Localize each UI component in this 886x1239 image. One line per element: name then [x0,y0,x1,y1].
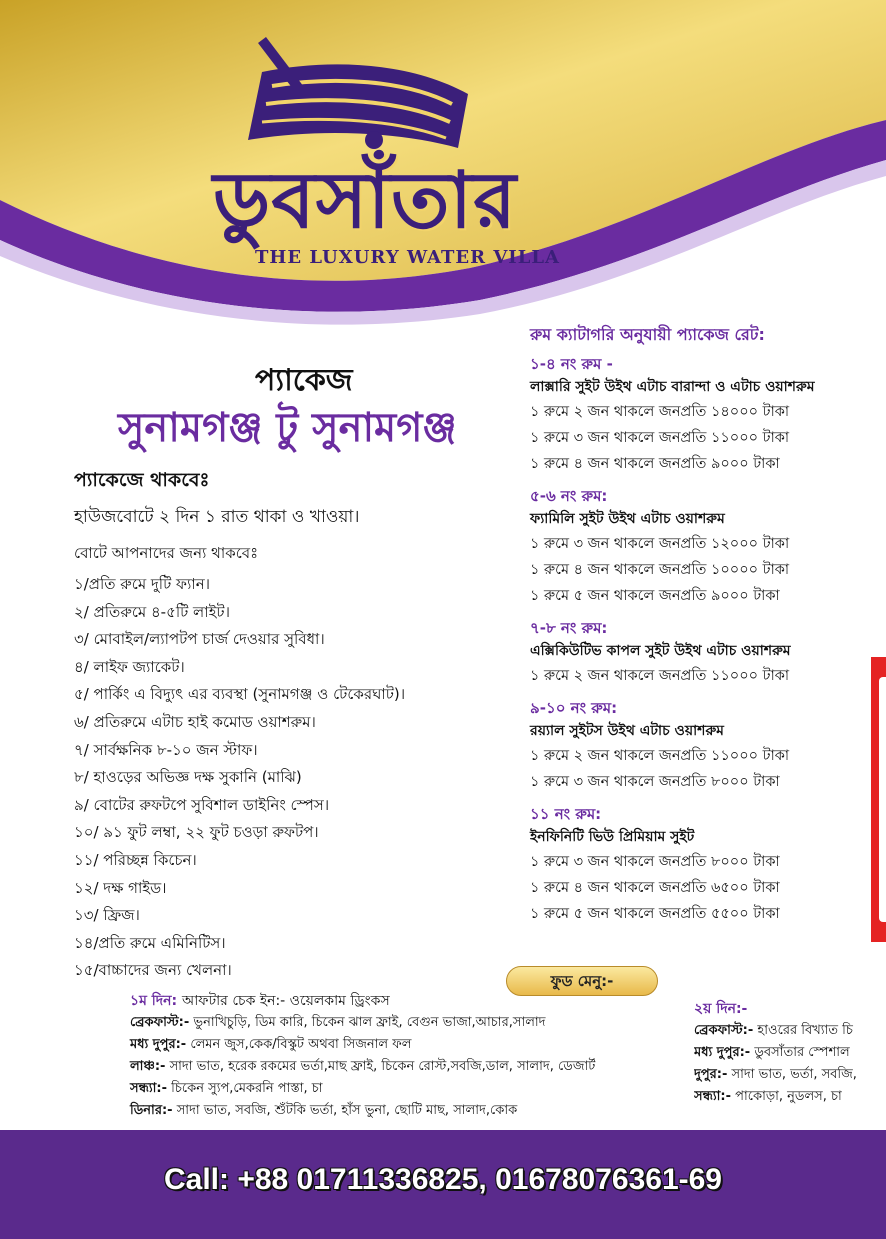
contact-phone: Call: +88 01711336825, 01678076361-69 [163,1163,722,1196]
room-category-desc: লাক্সারি সুইট উইথ এটাচ বারান্দা ও এটাচ ওয়াশরুম [530,379,815,395]
room-category-title: ৯-১০ নং রুম: [530,699,618,717]
room-category-desc: ফ্যামিলি সুইট উইথ এটাচ ওয়াশরুম [530,511,725,527]
list-item: ৮/ হাওড়ের অভিজ্ঞ দক্ষ সুকানি (মাঝি) [74,768,302,787]
meal-value: সাদা ভাত, সবজি, শুঁটকি ভর্তা, হাঁস ভুনা, ছোটি মাছ, সালাদ,কোক [176,1103,518,1118]
list-item: ৪/ লাইফ জ্যাকেট। [74,657,185,676]
rates-heading: রুম ক্যাটাগরি অনুযায়ী প্যাকেজ রেট: [530,325,765,344]
rates-section [530,322,886,935]
rate-line: ১ রুমে ৩ জন থাকলে জনপ্রতি ১১০০০ টাকা [530,430,790,446]
food-day2 [694,998,886,1108]
meal-value: হাওরের বিখ্যাত চি [757,1023,853,1038]
meal-label: ব্রেকফাস্ট:- [130,1015,190,1030]
meal-value: পাকোড়া, নুডলস, চা [735,1089,842,1104]
includes-section [74,466,514,985]
rate-line: ১ রুমে ৪ জন থাকলে জনপ্রতি ১০০০০ টাকা [530,562,790,578]
list-item: ৬/ প্রতিরুমে এটাচ হাই কমোড ওয়াশরুম। [74,712,316,731]
meal-label: লাঞ্চ:- [130,1059,166,1074]
meal-label: ব্রেকফাস্ট:- [694,1023,754,1038]
meal-value: সাদা ভাত, ভর্তা, সবজি, [731,1067,857,1082]
includes-stay: হাউজবোটে ২ দিন ১ রাত থাকা ও খাওয়া। [74,507,360,527]
list-item: ৩/ মোবাইল/ল্যাপটপ চার্জ দেওয়ার সুবিধা। [74,630,325,649]
list-item: ১/প্রতি রুমে দুটি ফ্যান। [74,575,211,593]
room-category [530,617,886,689]
meal-label: সন্ধ্যা:- [694,1089,732,1104]
brand-logo-text: ডুবসাঁতার [212,156,518,246]
rate-line: ১ রুমে ৩ জন থাকলে জনপ্রতি ৮০০০ টাকা [530,774,780,790]
brand-subtitle: THE LUXURY WATER VILLA [255,247,560,268]
includes-sub-heading: বোটে আপনাদের জন্য থাকবেঃ [74,544,259,562]
room-category-title: ৭-৮ নং রুম: [530,619,608,637]
room-category-desc: এক্সিকিউটিভ কাপল সুইট উইথ এটাচ ওয়াশরুম [530,643,791,659]
meal-value: ভুনাখিচুড়ি, ডিম কারি, চিকেন ঝাল ফ্রাই, বেগুন ভাজা,আচার,সালাদ [193,1015,546,1030]
food-day1 [130,990,700,1122]
food-menu-badge: ফুড মেনু:- [506,966,658,996]
rate-line: ১ রুমে ৫ জন থাকলে জনপ্রতি ৫৫০০ টাকা [530,906,780,922]
list-item: ১৪/প্রতি রুমে এমিনিটিস। [74,933,226,952]
rate-line: ১ রুমে ৫ জন থাকলে জনপ্রতি ৯০০০ টাকা [530,588,780,604]
list-item: ১০/ ৯১ ফুট লম্বা, ২২ ফুট চওড়া রুফটপ। [74,823,319,842]
room-category [530,697,886,795]
red-side-decoration [871,657,886,942]
day1-title: ১ম দিন: [130,993,178,1009]
day1-title-line [130,990,700,1012]
meal-value: চিকেন স্যুপ,মেকরনি পাস্তা, চা [171,1081,323,1096]
meal-label: সন্ধ্যা:- [130,1081,168,1096]
meal-row [694,1086,886,1108]
meal-label: মধ্য দুপুর:- [694,1045,751,1060]
day1-checkin: আফটার চেক ইন:- ওয়েলকাম ড্রিংকস [181,993,390,1009]
meal-row [694,1042,886,1064]
meal-row [694,1020,886,1042]
list-item: ৫/ পার্কিং এ বিদ্যুৎ এর ব্যবস্থা (সুনামগঞ্জ ও টেকেরঘাট)। [74,685,406,704]
meal-value: সাদা ভাত, হরেক রকমের ভর্তা,মাছ ফ্রাই, চিকেন রোস্ট,সবজি,ডাল, সালাদ, ডেজার্ট [169,1059,596,1074]
list-item: ৭/ সার্বক্ষনিক ৮-১০ জন স্টাফ। [74,740,258,759]
room-category [530,353,886,477]
rate-line: ১ রুমে ২ জন থাকলে জনপ্রতি ১১০০০ টাকা [530,668,790,684]
room-category-desc: ইনফিনিটি ভিউ প্রিমিয়াম সুইট [530,829,695,845]
meal-label: ডিনার:- [130,1103,173,1118]
meal-label: দুপুর:- [694,1067,728,1082]
meal-row [130,1034,700,1056]
rate-line: ১ রুমে ৪ জন থাকলে জনপ্রতি ৬৫০০ টাকা [530,880,780,896]
list-item: ১১/ পরিচ্ছন্ন কিচেন। [74,850,197,869]
room-category-desc: রয়্যাল সুইটস উইথ এটাচ ওয়াশরুম [530,723,724,739]
meal-row [694,1064,886,1086]
rate-line: ১ রুমে ৩ জন থাকলে জনপ্রতি ৮০০০ টাকা [530,854,780,870]
package-route: সুনামগঞ্জ টু সুনামগঞ্জ [118,405,457,451]
meal-row [130,1012,700,1034]
meal-row [130,1056,700,1078]
meal-label: মধ্য দুপুর:- [130,1037,187,1052]
meal-row [130,1100,700,1122]
day2-title: ২য় দিন:- [694,1001,748,1017]
room-category-title: ১-৪ নং রুম - [530,355,613,373]
room-category-title: ৫-৬ নং রুম: [530,487,608,505]
room-category [530,803,886,927]
meal-row [130,1078,700,1100]
list-item: ৯/ বোটের রুফটপে সুবিশাল ডাইনিং স্পেস। [74,795,330,814]
package-label: প্যাকেজ [255,363,353,398]
rate-line: ১ রুমে ৩ জন থাকলে জনপ্রতি ১২০০০ টাকা [530,536,790,552]
rate-line: ১ রুমে ২ জন থাকলে জনপ্রতি ১১০০০ টাকা [530,748,790,764]
rate-line: ১ রুমে ৪ জন থাকলে জনপ্রতি ৯০০০ টাকা [530,456,780,472]
room-category-title: ১১ নং রুম: [530,805,602,823]
list-item: ১৫/বাচ্চাদের জন্য খেলনা। [74,961,232,980]
list-item: ১৩/ ফ্রিজ। [74,906,140,925]
room-category [530,485,886,609]
list-item: ১২/ দক্ষ গাইড। [74,878,167,897]
meal-value: ডুবসাঁতার স্পেশাল [754,1045,850,1060]
list-item: ২/ প্রতিরুমে ৪-৫টি লাইট। [74,602,230,621]
includes-heading: প্যাকেজে থাকবেঃ [74,469,210,491]
rate-line: ১ রুমে ২ জন থাকলে জনপ্রতি ১৪০০০ টাকা [530,404,790,420]
meal-value: লেমন জুস,কেক/বিস্কুট অথবা সিজনাল ফল [190,1037,412,1052]
